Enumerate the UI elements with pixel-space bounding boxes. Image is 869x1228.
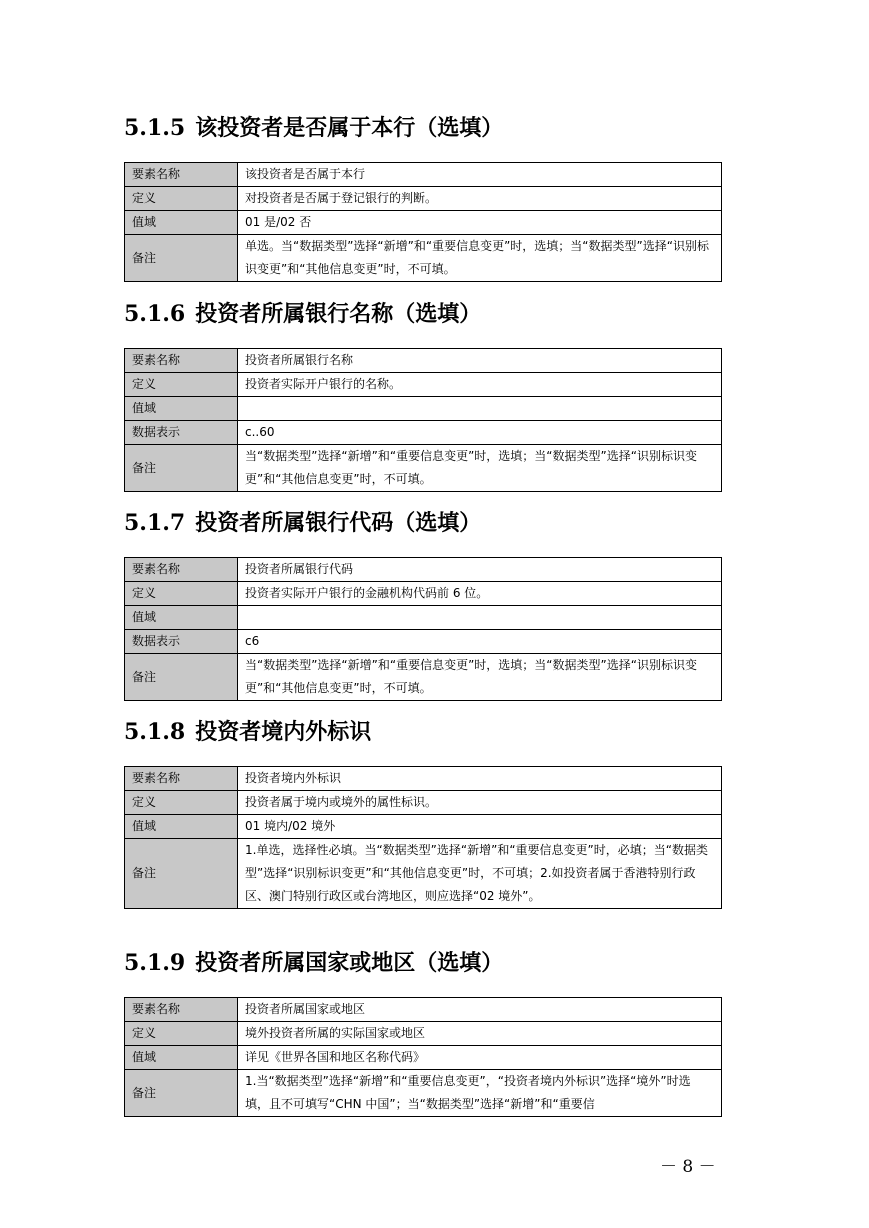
table-row — [125, 654, 722, 701]
row-value: 投资者实际开户银行的金融机构代码前 6 位。 — [238, 582, 722, 606]
spec-table — [124, 348, 722, 492]
section-heading — [124, 717, 722, 747]
table-row — [125, 839, 722, 909]
row-value — [238, 606, 722, 630]
section-number: 5.1.6 — [124, 301, 186, 327]
section-heading — [124, 299, 722, 329]
table-row — [125, 791, 722, 815]
table-row — [125, 1022, 722, 1046]
section-title: 投资者所属国家或地区（选填） — [195, 950, 504, 976]
row-label: 值域 — [125, 1046, 238, 1070]
section-5-1-8 — [124, 717, 722, 903]
row-value: 当“数据类型”选择“新增”和“重要信息变更”时，选填；当“数据类型”选择“识别标识变更”和“其他信息变更”时，不可填。 — [238, 445, 722, 492]
row-label: 定义 — [125, 187, 238, 211]
section-heading — [124, 948, 722, 978]
row-label: 备注 — [125, 445, 238, 492]
section-number: 5.1.5 — [124, 115, 186, 141]
section-number: 5.1.7 — [124, 510, 186, 536]
table-row — [125, 558, 722, 582]
row-value: 01 境内/02 境外 — [238, 815, 722, 839]
page-number: － 8 － — [660, 1157, 716, 1177]
row-label: 值域 — [125, 211, 238, 235]
table-row — [125, 445, 722, 492]
table-row — [125, 815, 722, 839]
table-row — [125, 582, 722, 606]
table-row — [125, 630, 722, 654]
row-label: 值域 — [125, 815, 238, 839]
table-row — [125, 767, 722, 791]
row-value: 投资者属于境内或境外的属性标识。 — [238, 791, 722, 815]
row-label: 定义 — [125, 1022, 238, 1046]
row-value: 境外投资者所属的实际国家或地区 — [238, 1022, 722, 1046]
spec-table — [124, 766, 722, 909]
table-row — [125, 211, 722, 235]
row-label: 值域 — [125, 397, 238, 421]
row-value: 对投资者是否属于登记银行的判断。 — [238, 187, 722, 211]
section-5-1-6 — [124, 299, 722, 486]
row-value: 该投资者是否属于本行 — [238, 163, 722, 187]
section-heading — [124, 508, 722, 538]
row-value: 投资者所属银行代码 — [238, 558, 722, 582]
row-label: 值域 — [125, 606, 238, 630]
section-title: 投资者所属银行代码（选填） — [195, 510, 482, 536]
row-label: 要素名称 — [125, 558, 238, 582]
row-value: c6 — [238, 630, 722, 654]
table-row — [125, 397, 722, 421]
row-value: 单选。当“数据类型”选择“新增”和“重要信息变更”时，选填；当“数据类型”选择“识别标识变更”和“其他信息变更”时，不可填。 — [238, 235, 722, 282]
table-row — [125, 235, 722, 282]
section-title: 投资者境内外标识 — [195, 719, 372, 745]
table-row — [125, 373, 722, 397]
table-row — [125, 163, 722, 187]
table-row — [125, 606, 722, 630]
row-label: 定义 — [125, 791, 238, 815]
row-label: 要素名称 — [125, 163, 238, 187]
row-value: 当“数据类型”选择“新增”和“重要信息变更”时，选填；当“数据类型”选择“识别标识变更”和“其他信息变更”时，不可填。 — [238, 654, 722, 701]
table-row — [125, 1046, 722, 1070]
row-value: 投资者所属银行名称 — [238, 349, 722, 373]
table-row — [125, 1070, 722, 1117]
row-value: 投资者境内外标识 — [238, 767, 722, 791]
table-row — [125, 187, 722, 211]
row-label: 备注 — [125, 839, 238, 909]
section-title: 该投资者是否属于本行（选填） — [195, 115, 504, 141]
row-value: 1.当“数据类型”选择“新增”和“重要信息变更”，“投资者境内外标识”选择“境外”时选填，且不可填写“CHN 中国”；当“数据类型”选择“新增”和“重要信 — [238, 1070, 722, 1117]
row-value: 投资者所属国家或地区 — [238, 998, 722, 1022]
section-number: 5.1.9 — [124, 950, 186, 976]
row-value: 详见《世界各国和地区名称代码》 — [238, 1046, 722, 1070]
section-number: 5.1.8 — [124, 719, 186, 745]
section-heading — [124, 113, 722, 143]
row-label: 要素名称 — [125, 349, 238, 373]
row-label: 备注 — [125, 235, 238, 282]
row-value: 投资者实际开户银行的名称。 — [238, 373, 722, 397]
section-title: 投资者所属银行名称（选填） — [195, 301, 482, 327]
section-5-1-9 — [124, 948, 722, 1111]
section-5-1-5 — [124, 113, 722, 276]
row-label: 数据表示 — [125, 630, 238, 654]
table-row — [125, 349, 722, 373]
row-value: c..60 — [238, 421, 722, 445]
spec-table — [124, 162, 722, 282]
row-label: 备注 — [125, 654, 238, 701]
row-label: 定义 — [125, 582, 238, 606]
row-value: 01 是/02 否 — [238, 211, 722, 235]
row-value — [238, 397, 722, 421]
spec-table — [124, 997, 722, 1117]
row-label: 定义 — [125, 373, 238, 397]
table-row — [125, 998, 722, 1022]
spec-table — [124, 557, 722, 701]
row-value: 1.单选，选择性必填。当“数据类型”选择“新增”和“重要信息变更”时，必填；当“数据类型”选择“识别标识变更”和“其他信息变更”时，不可填；2.如投资者属于香港特别行政区、澳门特别行政区或台湾地区，则应选择“02 境外”。 — [238, 839, 722, 909]
table-row — [125, 421, 722, 445]
section-5-1-7 — [124, 508, 722, 695]
row-label: 要素名称 — [125, 998, 238, 1022]
row-label: 要素名称 — [125, 767, 238, 791]
row-label: 备注 — [125, 1070, 238, 1117]
row-label: 数据表示 — [125, 421, 238, 445]
